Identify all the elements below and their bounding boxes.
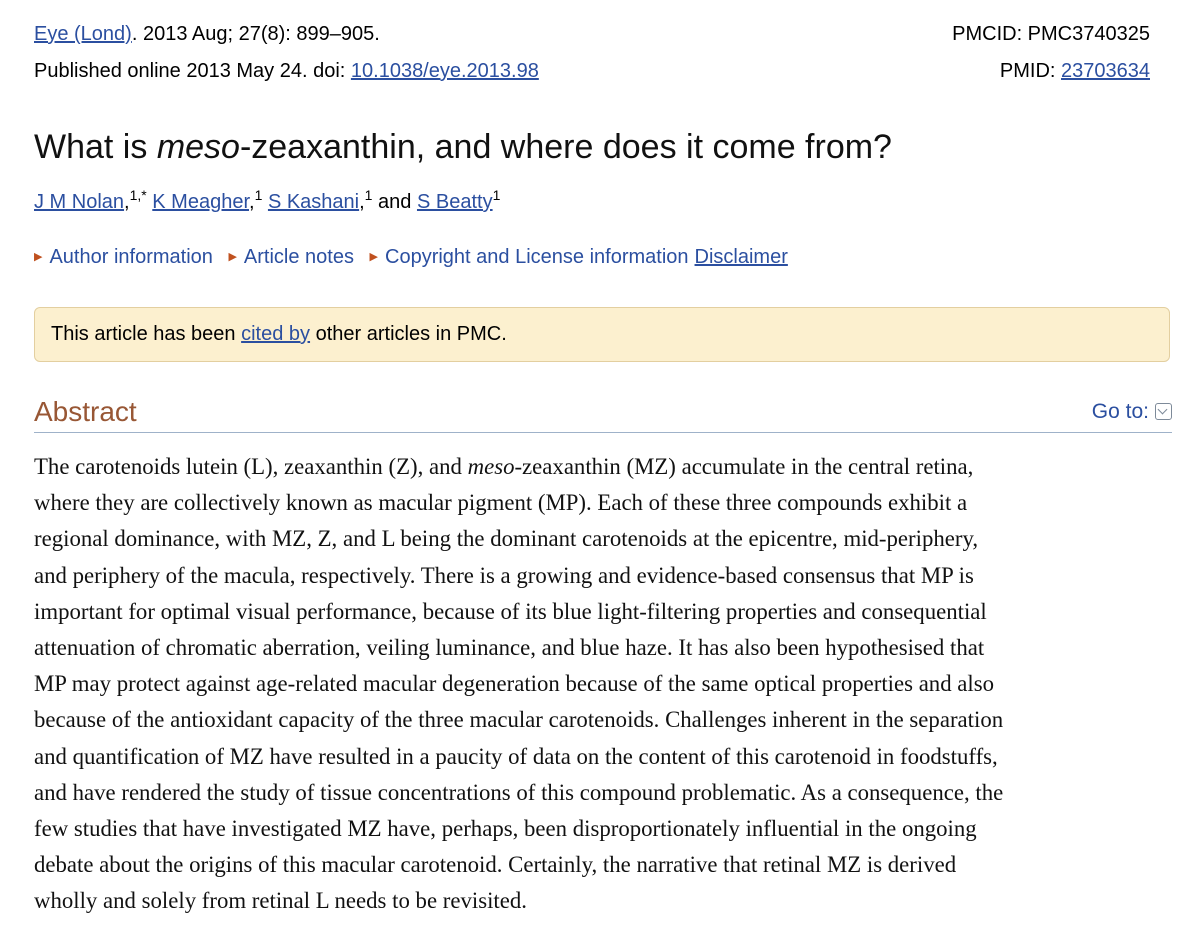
notice-prefix: This article has been	[51, 323, 242, 345]
pmid-link[interactable]: 23703634	[1061, 60, 1150, 82]
pmid-label: PMID:	[999, 60, 1062, 82]
title-italic: meso	[156, 128, 240, 166]
abstract-line: where they are collectively known as macular pigment (MP). Each of these three compounds exhibit a	[34, 490, 968, 516]
abstract-line: and have rendered the study of tissue concentrations of this compound problematic. As a consequence, the	[34, 779, 1004, 805]
published-prefix: Published online 2013 May 24. doi:	[34, 60, 351, 82]
article-info-links	[34, 244, 788, 270]
abstract-line: and periphery of the macula, respectively. There is a growing and evidence-based consensus that MP is	[34, 562, 974, 588]
author-link[interactable]: S Beatty	[416, 191, 493, 213]
author-separator: ,	[124, 191, 130, 213]
goto-menu[interactable]	[1092, 400, 1172, 424]
author-information-toggle[interactable]: Author information	[49, 246, 213, 268]
abstract-italic-term: meso	[467, 454, 515, 479]
abstract-text-run: -zeaxanthin (MZ) accumulate in the central retina,	[514, 454, 974, 479]
abstract-line: and quantification of MZ have resulted in a paucity of data on the content of this carotenoid in foodstuffs,	[34, 743, 998, 769]
author-list	[34, 188, 500, 216]
triangle-right-icon: ▶	[228, 251, 237, 263]
abstract-line: because of the antioxidant capacity of the three macular carotenoids. Challenges inherent in the separation	[34, 707, 1004, 733]
title-prefix: What is	[34, 128, 157, 166]
author-link[interactable]: J M Nolan	[34, 191, 125, 213]
journal-link[interactable]: Eye (Lond)	[34, 23, 132, 45]
pmid	[1000, 59, 1150, 83]
author-link[interactable]: S Kashani	[267, 191, 360, 213]
author-separator: ,	[359, 191, 365, 213]
article-notes-toggle[interactable]: Article notes	[243, 246, 354, 268]
abstract-header	[34, 396, 1172, 433]
cited-by-notice	[34, 307, 1170, 362]
citation-line	[34, 22, 1150, 46]
triangle-right-icon: ▶	[369, 251, 379, 263]
author-affiliation: 1	[254, 187, 263, 203]
doi-link[interactable]: 10.1038/eye.2013.98	[350, 60, 539, 82]
pmcid: PMCID: PMC3740325	[952, 23, 1150, 45]
goto-label: Go to:	[1091, 400, 1149, 423]
cited-by-link[interactable]: cited by	[241, 323, 311, 345]
abstract-line: MP may protect against age-related macular degeneration because of the same optical properties and also	[34, 671, 995, 697]
abstract-text	[34, 449, 1174, 920]
author-affiliation: 1,*	[129, 187, 147, 203]
citation-details: . 2013 Aug; 27(8): 899–905.	[131, 23, 380, 45]
disclaimer-link[interactable]: Disclaimer	[694, 246, 788, 268]
title-suffix: -zeaxanthin, and where does it come from?	[239, 128, 892, 166]
abstract-heading: Abstract	[34, 396, 137, 427]
published-line	[34, 59, 1150, 83]
author-affiliation: 1	[492, 187, 501, 203]
author-affiliation: 1	[364, 187, 373, 203]
triangle-right-icon: ▶	[34, 251, 43, 263]
notice-suffix: other articles in PMC.	[310, 323, 507, 345]
abstract-line: wholly and solely from retinal L needs to be revisited.	[34, 888, 527, 914]
article-title	[34, 126, 892, 168]
chevron-down-icon[interactable]	[1155, 403, 1172, 420]
abstract-line: important for optimal visual performance, because of its blue light-filtering properties and consequential	[34, 598, 987, 624]
authors-and: and	[378, 191, 412, 213]
abstract-line: attenuation of chromatic aberration, veiling luminance, and blue haze. It has also been hypothesised that	[34, 635, 985, 661]
abstract-line: few studies that have investigated MZ have, perhaps, been disproportionately influential in the ongoing	[34, 816, 977, 842]
author-separator: ,	[249, 191, 255, 213]
abstract-line: regional dominance, with MZ, Z, and L being the dominant carotenoids at the epicentre, mid-periphery,	[34, 526, 979, 552]
copyright-toggle[interactable]: Copyright and License information	[385, 246, 689, 268]
author-link[interactable]: K Meagher	[152, 191, 250, 213]
abstract-text-run: The carotenoids lutein (L), zeaxanthin (Z), and	[34, 454, 468, 479]
abstract-line	[34, 449, 1174, 485]
abstract-line: debate about the origins of this macular carotenoid. Certainly, the narrative that retinal MZ is derived	[34, 852, 957, 878]
